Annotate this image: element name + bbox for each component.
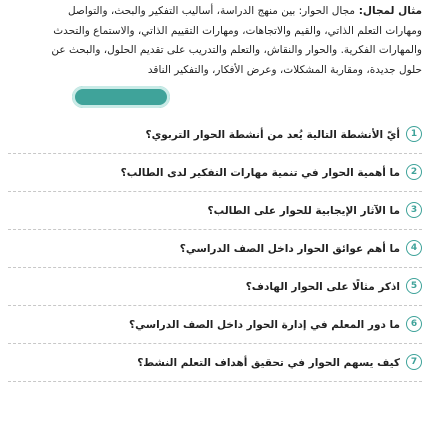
question-item [8,268,422,306]
question-item [8,344,422,382]
intro-line-2: ومهارات التعلم الذاتي، والقيم والاتجاهات، ومهارات التقييم الذاتي، والاستماع والتحدث [53,24,422,37]
intro-paragraph [8,0,422,80]
question-text: أيّ الأنشطة التالية يُعد من أنشطة الحوار التربوي؟ [145,128,400,141]
question-item [8,192,422,230]
question-number-badge: 1 [406,126,422,142]
question-text: كيف يسهم الحوار في تحقيق أهداف التعلم النشط؟ [137,356,400,369]
question-number-badge: 5 [406,278,422,294]
intro-lead: مثال لمجال: [355,5,422,17]
question-text: ما الآثار الإيجابية للحوار على الطالب؟ [207,204,400,217]
question-item [8,154,422,192]
question-item [8,230,422,268]
question-item [8,116,422,154]
intro-text-1: مجال الحوار: بين منهج الدراسة، أساليب التفكير والبحث، والتواصل [67,5,356,17]
question-text: ما أهم عوائق الحوار داخل الصف الدراسي؟ [179,242,400,255]
question-number-badge: 7 [406,354,422,370]
intro-line-3: والمهارات الفكرية. والحوار والنقاش، والتعلم والتدريب على تقديم الحلول، والبحث عن [51,44,422,56]
question-item [8,306,422,344]
question-text: ما أهمية الحوار في تنمية مهارات التفكير لدى الطالب؟ [120,166,400,179]
section-divider [8,86,422,108]
intro-line-4: حلول جديدة، ومقاربة المشكلات، وعرض الأفكار، والتفكير الناقد [147,63,422,76]
question-text: اذكر مثالًا على الحوار الهادف؟ [245,280,400,293]
intro-line-1 [8,2,422,22]
question-list [8,116,422,382]
question-text: ما دور المعلم في إدارة الحوار داخل الصف الدراسي؟ [129,318,400,331]
question-number-badge: 6 [406,316,422,332]
question-number-badge: 3 [406,202,422,218]
question-number-badge: 2 [406,164,422,180]
section-pill-decoration [72,86,170,108]
question-number-badge: 4 [406,240,422,256]
